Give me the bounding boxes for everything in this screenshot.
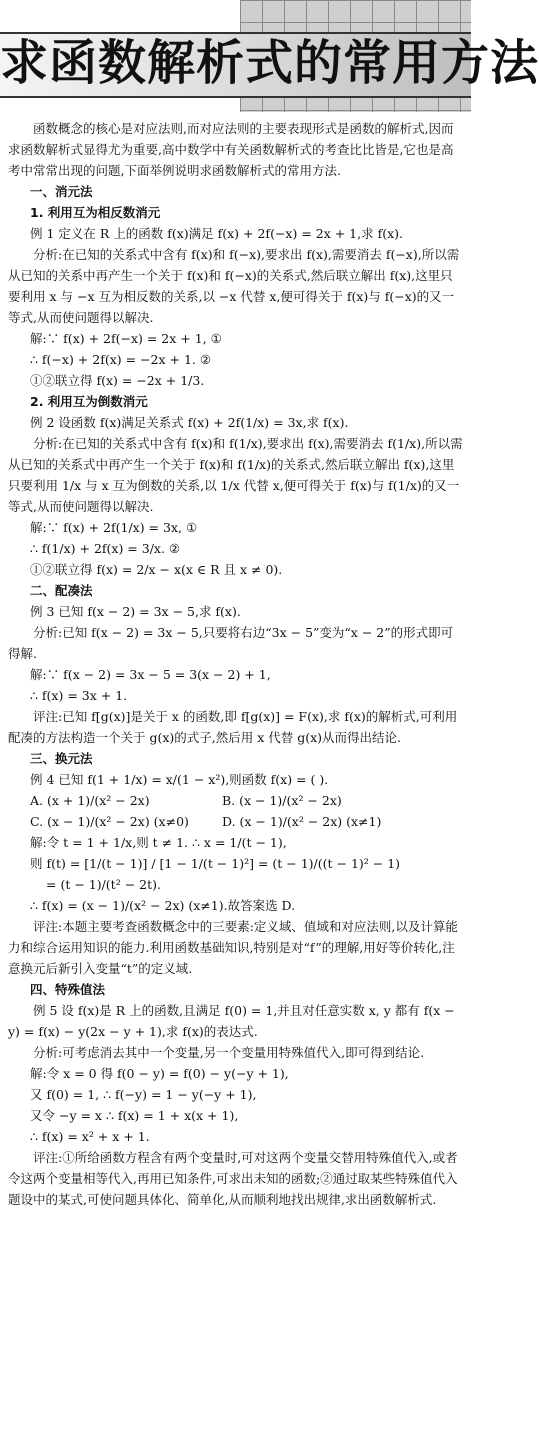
example-5: 例 5 设 f(x)是 R 上的函数,且满足 f(0) = 1,并且对任意实数 x, y 都有 f(x − y) = f(x) − y(2x − y + 1),求 f(x)的表达式.: [8, 1003, 455, 1039]
title-bottom-rule: [0, 96, 471, 98]
solution-2-line-3: ①②联立得 f(x) = 2/x − x(x ∈ R 且 x ≠ 0).: [30, 562, 283, 577]
comment-3: 评注:已知 f[g(x)]是关于 x 的函数,即 f[g(x)] = F(x),求 f(x)的解析式,可利用配凑的方法构造一个关于 g(x)的式子,然后用 x 代替 g(x)从而得出结论.: [8, 709, 458, 745]
solution-5-line-3: 又令 −y = x ∴ f(x) = 1 + x(x + 1),: [30, 1108, 239, 1123]
solution-4-line-1: 解:令 t = 1 + 1/x,则 t ≠ 1. ∴ x = 1/(t − 1),: [30, 835, 287, 850]
solution-1-line-3: ①②联立得 f(x) = −2x + 1/3.: [30, 373, 205, 388]
option-a: A. (x + 1)/(x² − 2x): [30, 793, 150, 808]
solution-1-line-1: 解:∵ f(x) + 2f(−x) = 2x + 1, ①: [30, 331, 222, 346]
solution-2-line-1: 解:∵ f(x) + 2f(1/x) = 3x, ①: [30, 520, 198, 535]
example-1: 例 1 定义在 R 上的函数 f(x)满足 f(x) + 2f(−x) = 2x + 1,求 f(x).: [30, 226, 403, 241]
section-heading-4: 四、特殊值法: [30, 982, 106, 997]
example-2: 例 2 设函数 f(x)满足关系式 f(x) + 2f(1/x) = 3x,求 f(x).: [30, 415, 349, 430]
analysis-2: 分析:在已知的关系式中含有 f(x)和 f(1/x),要求出 f(x),需要消去 f(1/x),所以需从已知的关系式中再产生一个关于 f(x)和 f(1/x)的关系式,然后联立解出 f(x),这里只要利用 1/x 与 x 互为倒数的关系,以 1/x 代替 x,便可得关于 f(x)与 f(1/x)的又一等式,从而使问题得以解决.: [8, 436, 463, 514]
header-banner: [0, 0, 539, 116]
solution-3-line-2: ∴ f(x) = 3x + 1.: [30, 688, 128, 703]
analysis-5: 分析:可考虑消去其中一个变量,另一个变量用特殊值代入,即可得到结论.: [33, 1045, 425, 1060]
options-row-2: [8, 811, 463, 832]
analysis-1: 分析:在已知的关系式中含有 f(x)和 f(−x),要求出 f(x),需要消去 f(−x),所以需从已知的关系中再产生一个关于 f(x)和 f(−x)的关系式,然后联立解出 f(x),这里只要利用 x 与 −x 互为相反数的关系,以 −x 代替 x,便可得关于 f(x)与 f(−x)的又一等式,从而使问题得以解决.: [8, 247, 460, 325]
subsection-heading-1-2: 2. 利用互为倒数消元: [30, 394, 148, 409]
comment-5: 评注:①所给函数方程含有两个变量时,可对这两个变量交替用特殊值代入,或者令这两个变量相等代入,再用已知条件,可求出未知的函数;②通过取某些特殊值代入题设中的某式,可使问题具体化、简单化,从而顺利地找出规律,求出函数解析式.: [8, 1150, 458, 1207]
solution-1-line-2: ∴ f(−x) + 2f(x) = −2x + 1. ②: [30, 352, 212, 367]
example-4: 例 4 已知 f(1 + 1/x) = x/(1 − x²),则函数 f(x) = ( ).: [30, 772, 329, 787]
solution-5-line-4: ∴ f(x) = x² + x + 1.: [30, 1129, 150, 1144]
options-row-1: [8, 790, 463, 811]
solution-5-line-2: 又 f(0) = 1, ∴ f(−y) = 1 − y(−y + 1),: [30, 1087, 257, 1102]
option-c: C. (x − 1)/(x² − 2x) (x≠0): [30, 814, 189, 829]
intro-paragraph: 函数概念的核心是对应法则,而对应法则的主要表现形式是函数的解析式,因而求函数解析式显得尤为重要,高中数学中有关函数解析式的考查比比皆是,它也是高考中常常出现的问题,下面举例说明求函数解析式的常用方法.: [8, 121, 454, 178]
example-3: 例 3 已知 f(x − 2) = 3x − 5,求 f(x).: [30, 604, 241, 619]
solution-4-line-3: = (t − 1)/(t² − 2t).: [46, 877, 161, 892]
page-title: 求函数解析式的常用方法: [0, 35, 539, 91]
analysis-3: 分析:已知 f(x − 2) = 3x − 5,只要将右边“3x − 5”变为“x − 2”的形式即可得解.: [8, 625, 454, 661]
article-body: [8, 118, 463, 1210]
solution-4-line-2: 则 f(t) = [1/(t − 1)] / [1 − 1/(t − 1)²] = (t − 1)/((t − 1)² − 1): [30, 856, 401, 871]
section-heading-3: 三、换元法: [30, 751, 93, 766]
section-heading-2: 二、配凑法: [30, 583, 93, 598]
solution-5-line-1: 解:令 x = 0 得 f(0 − y) = f(0) − y(−y + 1),: [30, 1066, 289, 1081]
solution-2-line-2: ∴ f(1/x) + 2f(x) = 3/x. ②: [30, 541, 181, 556]
option-b: B. (x − 1)/(x² − 2x): [222, 793, 342, 808]
solution-4-line-4: ∴ f(x) = (x − 1)/(x² − 2x) (x≠1).故答案选 D.: [30, 898, 296, 913]
solution-3-line-1: 解:∵ f(x − 2) = 3x − 5 = 3(x − 2) + 1,: [30, 667, 271, 682]
section-heading-1: 一、消元法: [30, 184, 93, 199]
option-d: D. (x − 1)/(x² − 2x) (x≠1): [222, 814, 382, 829]
comment-4: 评注:本题主要考查函数概念中的三要素:定义域、值域和对应法则,以及计算能力和综合运用知识的能力.利用函数基础知识,特别是对“f”的理解,用好等价转化,注意换元后新引入变量“t”的定义域.: [8, 919, 458, 976]
subsection-heading-1-1: 1. 利用互为相反数消元: [30, 205, 161, 220]
